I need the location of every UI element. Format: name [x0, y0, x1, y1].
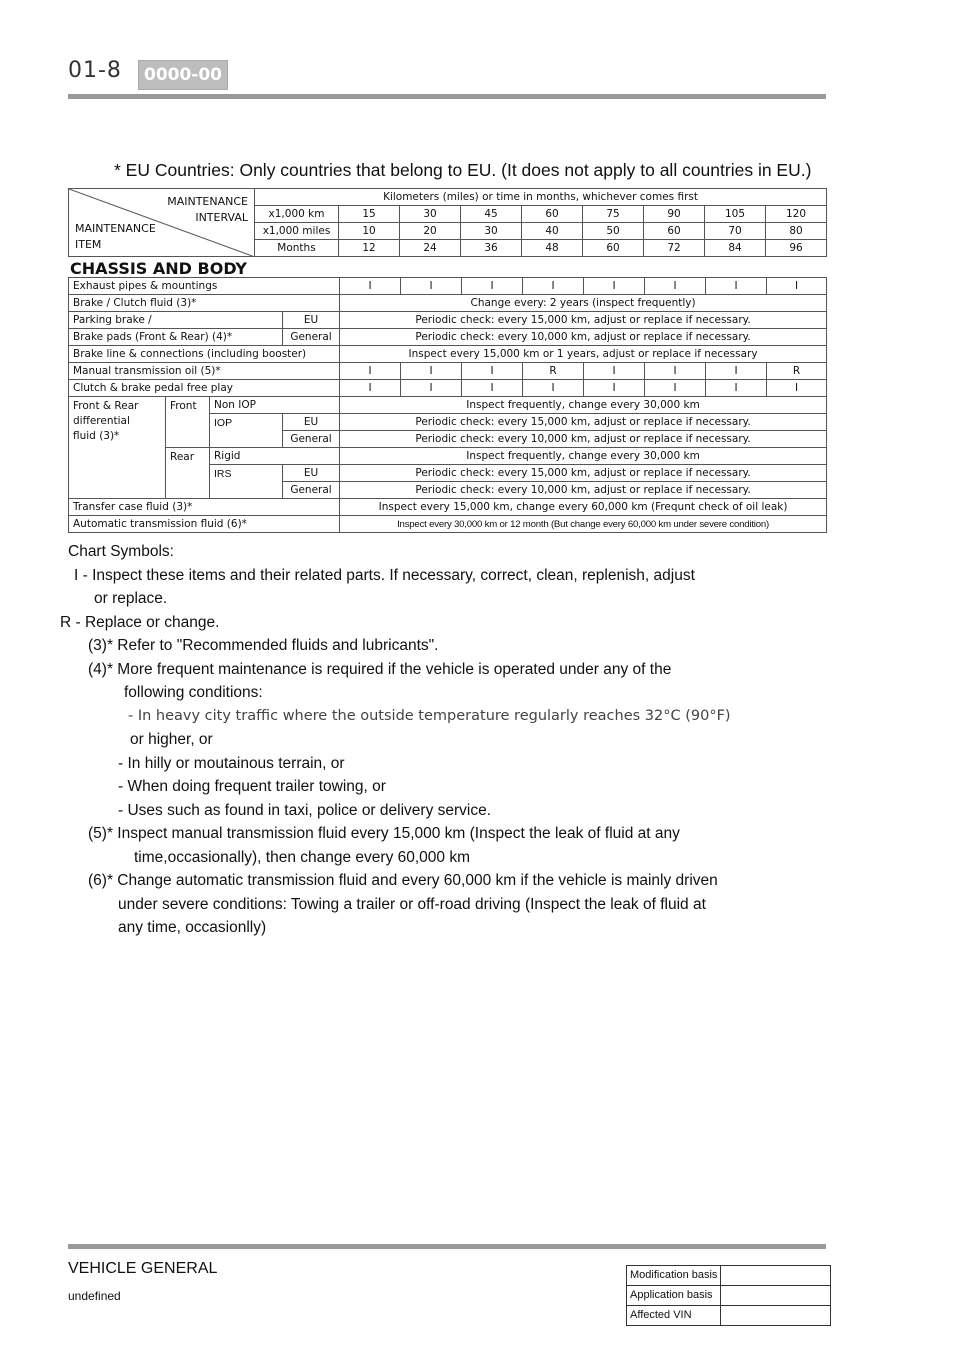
header-cell: 40 [522, 223, 583, 240]
corner-label-maintenance-top: MAINTENANCE [167, 195, 248, 208]
table-row [69, 448, 827, 465]
axle-label: Front [166, 397, 210, 448]
schedule-cell: I [523, 380, 584, 397]
schedule-cell: I [584, 363, 645, 380]
note-line: (5)* Inspect manual transmission fluid every 15,000 km (Inspect the leak of fluid at any [88, 825, 680, 842]
chart-symbols-notes [60, 540, 731, 940]
schedule-cell: I [462, 363, 523, 380]
diff-type-label: Rigid [210, 448, 340, 465]
section-code-badge: 0000-00 [138, 60, 228, 90]
schedule-cell: I [523, 278, 584, 295]
note-line: under severe conditions: Towing a trailer or off-road driving (Inspect the leak of fluid at [118, 895, 706, 913]
note-line: (3)* Refer to "Recommended fluids and lubricants". [88, 637, 439, 654]
schedule-cell: I [767, 278, 827, 295]
note-line: R - Replace or change. [60, 613, 220, 631]
header-corner-cell [69, 189, 255, 257]
region-label: General [283, 431, 340, 448]
header-cell: 75 [583, 206, 644, 223]
corner-label-item: ITEM [75, 238, 102, 251]
header-cell: 48 [522, 240, 583, 257]
schedule-cell: I [401, 380, 462, 397]
row-label: Brake line & connections (including booster) [69, 346, 340, 363]
note-line: - In heavy city traffic where the outside temperature regularly reaches 32°C (90°F) [128, 707, 731, 724]
note-line: - Uses such as found in taxi, police or delivery service. [118, 801, 492, 819]
schedule-cell: I [584, 380, 645, 397]
note-line: I - Inspect these items and their related parts. If necessary, correct, clean, replenish, adjust [74, 566, 695, 584]
diff-label-cell [69, 397, 166, 499]
schedule-cell: R [523, 363, 584, 380]
modification-box [626, 1265, 831, 1326]
schedule-cell: I [340, 278, 401, 295]
application-basis-value [721, 1286, 831, 1306]
header-cell: 105 [705, 206, 766, 223]
schedule-text: Periodic check: every 15,000 km, adjust or replace if necessary. [340, 312, 827, 329]
schedule-text: Periodic check: every 10,000 km, adjust or replace if necessary. [340, 482, 827, 499]
schedule-cell: I [706, 278, 767, 295]
application-basis-label: Application basis [627, 1286, 721, 1306]
note-line: following conditions: [124, 684, 263, 701]
row-label: Manual transmission oil (5)* [69, 363, 340, 380]
schedule-cell: I [340, 363, 401, 380]
table-row [69, 363, 827, 380]
header-rule [68, 94, 826, 99]
header-cell: 50 [583, 223, 644, 240]
note-line: or replace. [94, 590, 168, 607]
diff-type-label: IRS [210, 465, 283, 499]
note-line: or higher, or [130, 731, 213, 748]
header-cell: 36 [461, 240, 522, 257]
schedule-text: Inspect every 15,000 km or 1 years, adjust or replace if necessary [340, 346, 827, 363]
region-label: EU [283, 465, 340, 482]
header-cell: 60 [522, 206, 583, 223]
footer-title: VEHICLE GENERAL [68, 1260, 218, 1277]
header-row-label: Months [255, 240, 339, 257]
schedule-cell: I [584, 278, 645, 295]
modification-basis-value [721, 1266, 831, 1286]
region-label: EU [283, 312, 340, 329]
section-title: CHASSIS AND BODY [70, 259, 248, 278]
schedule-text: Change every: 2 years (inspect frequently) [340, 295, 827, 312]
header-cell: 24 [400, 240, 461, 257]
row-label: Transfer case fluid (3)* [69, 499, 340, 516]
note-line: - In hilly or moutainous terrain, or [118, 754, 345, 772]
notes-title: Chart Symbols: [68, 543, 174, 560]
table-row [69, 516, 827, 533]
header-cell: 96 [766, 240, 827, 257]
header-cell: 60 [583, 240, 644, 257]
region-label: General [283, 482, 340, 499]
footer-subtitle: undefined [68, 1289, 121, 1303]
schedule-cell: I [645, 278, 706, 295]
interval-header-table [68, 188, 827, 257]
note-line: (4)* More frequent maintenance is required if the vehicle is operated under any of the [88, 660, 672, 678]
row-label: Brake / Clutch fluid (3)* [69, 295, 340, 312]
row-label: Clutch & brake pedal free play [69, 380, 340, 397]
schedule-text: Inspect every 15,000 km, change every 60,000 km (Frequnt check of oil leak) [340, 499, 827, 516]
region-label: EU [283, 414, 340, 431]
diff-type-label: Non IOP [210, 397, 340, 414]
header-cell: 45 [461, 206, 522, 223]
schedule-cell: I [645, 380, 706, 397]
header-cell: 12 [339, 240, 400, 257]
table-row [69, 329, 827, 346]
table-row [69, 346, 827, 363]
header-cell: 30 [461, 223, 522, 240]
modification-basis-label: Modification basis [627, 1266, 721, 1286]
note-line: (6)* Change automatic transmission fluid and every 60,000 km if the vehicle is mainly driven [88, 872, 718, 889]
eu-note: * EU Countries: Only countries that belong to EU. (It does not apply to all countries in EU.) [114, 160, 812, 180]
row-label: Automatic transmission fluid (6)* [69, 516, 340, 533]
schedule-cell: I [706, 363, 767, 380]
table-row [69, 278, 827, 295]
schedule-text: Inspect every 30,000 km or 12 month (But change every 60,000 km under severe condition) [340, 516, 827, 533]
header-cell: 120 [766, 206, 827, 223]
region-label: General [283, 329, 340, 346]
axle-label: Rear [166, 448, 210, 499]
header-cell: 84 [705, 240, 766, 257]
note-line: - When doing frequent trailer towing, or [118, 778, 386, 795]
header-cell: 60 [644, 223, 705, 240]
schedule-cell: I [462, 380, 523, 397]
corner-label-maintenance-bottom: MAINTENANCE [75, 222, 156, 235]
diff-label-line: Front & Rear [73, 400, 139, 412]
table-row [69, 397, 827, 414]
schedule-cell: I [706, 380, 767, 397]
table-row [69, 295, 827, 312]
schedule-cell: I [401, 278, 462, 295]
diff-type-label: IOP [210, 414, 283, 448]
schedule-text: Periodic check: every 10,000 km, adjust or replace if necessary. [340, 329, 827, 346]
schedule-text: Periodic check: every 15,000 km, adjust or replace if necessary. [340, 414, 827, 431]
header-cell: 72 [644, 240, 705, 257]
affected-vin-value [721, 1306, 831, 1326]
diff-label-line: differential [73, 415, 130, 427]
schedule-cell: I [462, 278, 523, 295]
schedule-cell: I [401, 363, 462, 380]
row-label: Brake pads (Front & Rear) (4)* [69, 329, 283, 346]
diff-label-line: fluid (3)* [73, 430, 120, 442]
header-cell: 70 [705, 223, 766, 240]
affected-vin-label: Affected VIN [627, 1306, 721, 1326]
schedule-cell: I [340, 380, 401, 397]
footer-rule [68, 1244, 826, 1249]
table-row [69, 499, 827, 516]
header-row-label: x1,000 km [255, 206, 339, 223]
header-row-label: x1,000 miles [255, 223, 339, 240]
schedule-text: Inspect frequently, change every 30,000 km [340, 448, 827, 465]
schedule-cell: R [767, 363, 827, 380]
schedule-cell: I [645, 363, 706, 380]
interval-span-title: Kilometers (miles) or time in months, whichever comes first [255, 189, 827, 206]
page-number: 01-8 [68, 58, 122, 83]
header-cell: 10 [339, 223, 400, 240]
table-row [69, 312, 827, 329]
schedule-cell: I [767, 380, 827, 397]
row-label: Parking brake / [69, 312, 283, 329]
header-cell: 90 [644, 206, 705, 223]
corner-label-interval: INTERVAL [195, 211, 248, 224]
header-cell: 80 [766, 223, 827, 240]
chassis-body-table [68, 277, 827, 533]
header-cell: 30 [400, 206, 461, 223]
schedule-text: Inspect frequently, change every 30,000 km [340, 397, 827, 414]
schedule-text: Periodic check: every 10,000 km, adjust or replace if necessary. [340, 431, 827, 448]
note-line: time,occasionally), then change every 60,000 km [134, 848, 471, 866]
header-cell: 15 [339, 206, 400, 223]
header-cell: 20 [400, 223, 461, 240]
table-row [69, 380, 827, 397]
row-label: Exhaust pipes & mountings [69, 278, 340, 295]
schedule-text: Periodic check: every 15,000 km, adjust or replace if necessary. [340, 465, 827, 482]
note-line: any time, occasionlly) [118, 919, 267, 936]
